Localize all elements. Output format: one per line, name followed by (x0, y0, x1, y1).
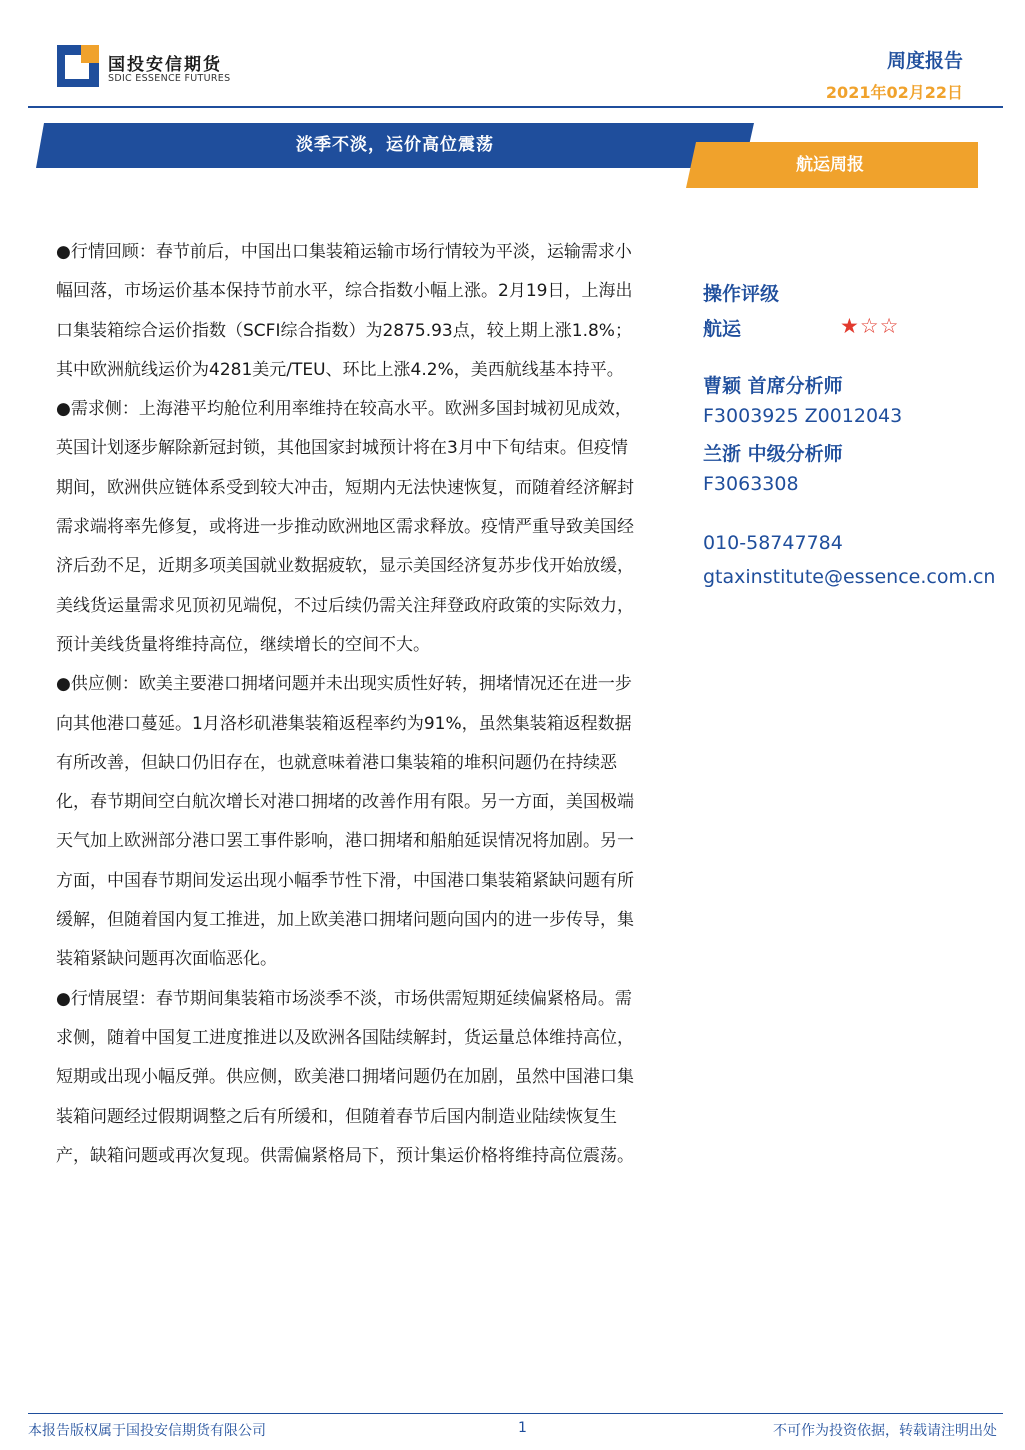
page-number: 1 (518, 1420, 527, 1436)
paragraph-market-review: ●行情回顾：春节前后，中国出口集装箱运输市场行情较为平淡，运输需求小幅回落，市场运价基本保持节前水平，综合指数小幅上涨。2月19日，上海出口集装箱综合运价指数（SCFI综合指数）为2875.93点，较上期上涨1.8%；其中欧洲航线运价为4281美元/TEU、环比上涨4.2%，美西航线基本持平。 (56, 242, 633, 380)
report-title: 淡季不淡，运价高位震荡 (296, 135, 494, 155)
company-name-cn: 国投安信期货 (108, 55, 222, 75)
report-body (56, 233, 641, 1176)
paragraph-outlook: ●行情展望：春节期间集装箱市场淡季不淡，市场供需短期延续偏紧格局。需求侧，随着中国复工进度推进以及欧洲各国陆续解封，货运量总体维持高位，短期或出现小幅反弹。供应侧，欧美港口拥堵问题仍在加剧，虽然中国港口集装箱问题经过假期调整之后有所缓和，但随着春节后国内制造业陆续恢复生产，缺箱问题或再次复现。供需偏紧格局下，预计集运价格将维持高位震荡。 (56, 988, 634, 1166)
company-logo-icon (57, 45, 99, 87)
footer-divider (28, 1413, 1003, 1414)
company-name-en: SDIC ESSENCE FUTURES (108, 73, 231, 84)
star-empty-icon: ☆ (879, 314, 900, 338)
star-empty-icon: ☆ (859, 314, 880, 338)
report-date: 2021年02月22日 (825, 83, 963, 102)
paragraph-supply-side: ●供应侧：欧美主要港口拥堵问题并未出现实质性好转，拥堵情况还在进一步向其他港口蔓延。1月洛杉矶港集装箱返程率约为91%，虽然集装箱返程数据有所改善，但缺口仍旧存在，也就意味着港口集装箱的堆积问题仍在持续恶化，春节期间空白航次增长对港口拥堵的改善作用有限。另一方面，美国极端天气加上欧洲部分港口罢工事件影响，港口拥堵和船舶延误情况将加剧。另一方面，中国春节期间发运出现小幅季节性下滑，中国港口集装箱紧缺问题有所缓解，但随着国内复工推进，加上欧美港口拥堵问题向国内的进一步传导，集装箱紧缺问题再次面临恶化。 (56, 674, 634, 970)
contact-email[interactable]: gtaxinstitute@essence.com.cn (703, 566, 996, 588)
analyst-1-name: 曹颖 首席分析师 (703, 375, 843, 397)
rating-heading: 操作评级 (703, 283, 780, 305)
header-divider (28, 106, 1003, 108)
analyst-2-name: 兰浙 中级分析师 (703, 443, 843, 465)
footer-copyright: 本报告版权属于国投安信期货有限公司 (28, 1423, 266, 1439)
analyst-1-cert: F3003925 Z0012043 (703, 405, 903, 427)
star-filled-icon: ★ (840, 314, 860, 338)
rating-item: 航运 (703, 318, 742, 340)
report-type: 周度报告 (886, 50, 963, 72)
rating-stars (840, 314, 899, 338)
footer-disclaimer: 不可作为投资依据，转载请注明出处 (773, 1423, 997, 1439)
report-category-tag: 航运周报 (796, 155, 864, 175)
paragraph-demand-side: ●需求侧：上海港平均舱位利用率维持在较高水平。欧洲多国封城初见成效，英国计划逐步解除新冠封锁，其他国家封城预计将在3月中下旬结束。但疫情期间，欧洲供应链体系受到较大冲击，短期内无法快速恢复，而随着经济解封需求端将率先修复，或将进一步推动欧洲地区需求释放。疫情严重导致美国经济后劲不足，近期多项美国就业数据疲软，显示美国经济复苏步伐开始放缓，美线货运量需求见顶初见端倪，不过后续仍需关注拜登政府政策的实际效力，预计美线货量将维持高位，继续增长的空间不大。 (56, 399, 634, 655)
contact-phone: 010-58747784 (703, 532, 843, 554)
analyst-2-cert: F3063308 (703, 473, 799, 495)
